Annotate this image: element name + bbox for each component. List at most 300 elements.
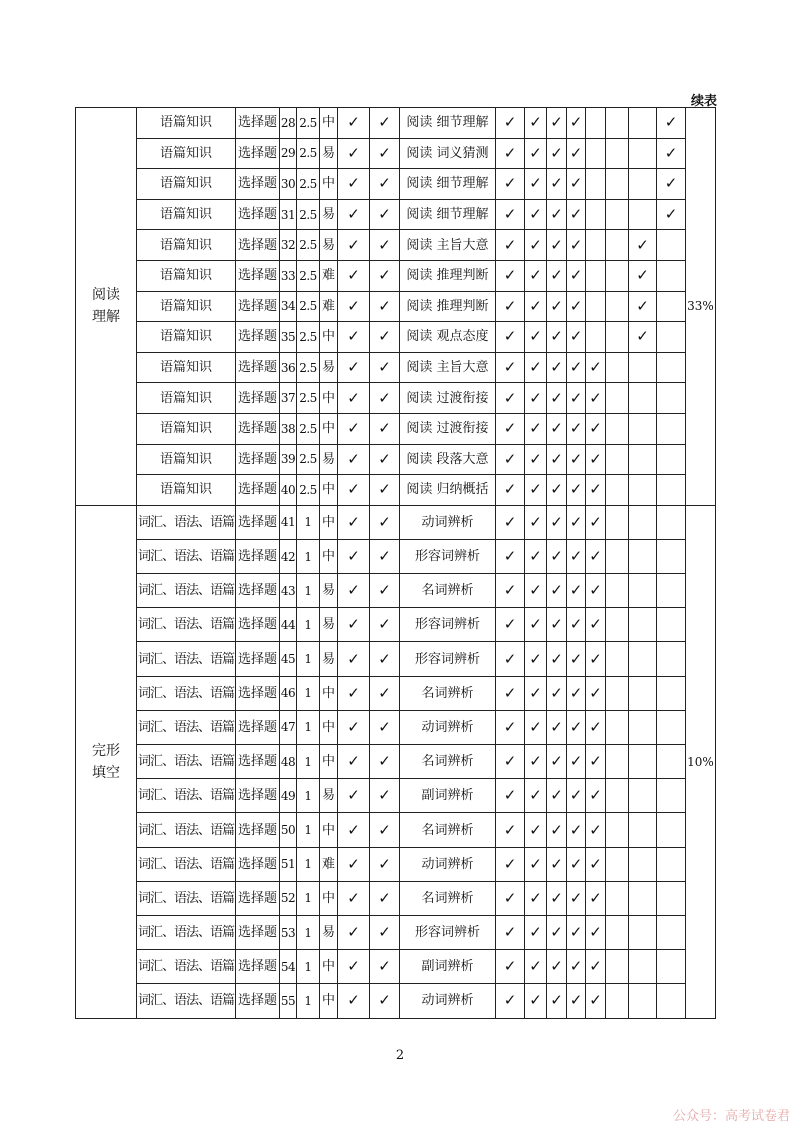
check-mark-cell: ✓ — [657, 138, 686, 169]
question-number-cell: 40 — [280, 475, 297, 506]
ability-task-cell: 阅读 细节理解 — [400, 108, 496, 139]
check-mark-cell — [629, 199, 657, 230]
check-mark-cell: ✓ — [567, 710, 586, 744]
check-mark-cell: ✓ — [370, 260, 400, 291]
check-mark-cell: ✓ — [567, 169, 586, 200]
check-mark-cell: ✓ — [338, 539, 370, 573]
score-cell: 1 — [297, 950, 320, 984]
check-mark-cell — [629, 505, 657, 539]
difficulty-cell: 易 — [320, 915, 338, 949]
check-mark-cell: ✓ — [338, 881, 370, 915]
check-mark-cell: ✓ — [586, 352, 606, 383]
ability-task-cell: 形容词辨析 — [400, 608, 496, 642]
content-cell: 词汇、语法、语篇 — [137, 779, 236, 813]
question-type-cell: 选择题 — [236, 444, 280, 475]
check-mark-cell: ✓ — [547, 539, 567, 573]
ability-task-cell: 名词辨析 — [400, 813, 496, 847]
check-mark-cell: ✓ — [567, 745, 586, 779]
check-mark-cell: ✓ — [338, 984, 370, 1018]
ability-task-cell: 阅读 观点态度 — [400, 322, 496, 353]
question-type-cell: 选择题 — [236, 475, 280, 506]
question-number-cell: 44 — [280, 608, 297, 642]
check-mark-cell: ✓ — [525, 413, 547, 444]
check-mark-cell: ✓ — [338, 676, 370, 710]
question-type-cell: 选择题 — [236, 539, 280, 573]
question-number-cell: 33 — [280, 260, 297, 291]
content-cell: 词汇、语法、语篇 — [137, 813, 236, 847]
check-mark-cell — [629, 950, 657, 984]
check-mark-cell: ✓ — [338, 915, 370, 949]
check-mark-cell — [606, 881, 629, 915]
check-mark-cell: ✓ — [496, 260, 525, 291]
score-cell: 2.5 — [297, 138, 320, 169]
check-mark-cell: ✓ — [567, 881, 586, 915]
check-mark-cell: ✓ — [525, 745, 547, 779]
question-number-cell: 30 — [280, 169, 297, 200]
question-number-cell: 46 — [280, 676, 297, 710]
check-mark-cell: ✓ — [338, 813, 370, 847]
question-number-cell: 54 — [280, 950, 297, 984]
question-number-cell: 43 — [280, 574, 297, 608]
check-mark-cell: ✓ — [525, 108, 547, 139]
question-type-cell: 选择题 — [236, 108, 280, 139]
check-mark-cell: ✓ — [629, 322, 657, 353]
table-row — [76, 322, 780, 353]
question-type-cell: 选择题 — [236, 847, 280, 881]
check-mark-cell: ✓ — [586, 676, 606, 710]
check-mark-cell — [586, 169, 606, 200]
table-row — [76, 574, 780, 608]
question-type-cell: 选择题 — [236, 383, 280, 414]
check-mark-cell: ✓ — [567, 230, 586, 261]
check-mark-cell: ✓ — [567, 475, 586, 506]
ability-task-cell: 名词辨析 — [400, 745, 496, 779]
check-mark-cell: ✓ — [338, 642, 370, 676]
check-mark-cell: ✓ — [370, 676, 400, 710]
check-mark-cell: ✓ — [338, 745, 370, 779]
content-cell: 词汇、语法、语篇 — [137, 984, 236, 1018]
question-number-cell: 28 — [280, 108, 297, 139]
table-row — [76, 230, 780, 261]
check-mark-cell: ✓ — [370, 539, 400, 573]
check-mark-cell — [657, 881, 686, 915]
ability-task-cell: 形容词辨析 — [400, 539, 496, 573]
question-number-cell: 31 — [280, 199, 297, 230]
page-number: 2 — [395, 1048, 405, 1063]
check-mark-cell: ✓ — [547, 915, 567, 949]
check-mark-cell: ✓ — [586, 413, 606, 444]
difficulty-cell: 中 — [320, 813, 338, 847]
question-number-cell: 45 — [280, 642, 297, 676]
check-mark-cell — [629, 745, 657, 779]
ability-task-cell: 阅读 推理判断 — [400, 260, 496, 291]
table-row — [76, 881, 780, 915]
question-type-cell: 选择题 — [236, 950, 280, 984]
check-mark-cell: ✓ — [525, 322, 547, 353]
ability-task-cell: 阅读 主旨大意 — [400, 230, 496, 261]
ability-task-cell: 名词辨析 — [400, 676, 496, 710]
check-mark-cell: ✓ — [586, 574, 606, 608]
check-mark-cell: ✓ — [547, 230, 567, 261]
difficulty-cell: 易 — [320, 444, 338, 475]
check-mark-cell: ✓ — [496, 383, 525, 414]
check-mark-cell — [606, 813, 629, 847]
check-mark-cell — [586, 322, 606, 353]
check-mark-cell — [606, 608, 629, 642]
table-row — [76, 352, 780, 383]
check-mark-cell: ✓ — [496, 539, 525, 573]
score-cell: 2.5 — [297, 383, 320, 414]
check-mark-cell: ✓ — [547, 108, 567, 139]
check-mark-cell: ✓ — [496, 915, 525, 949]
check-mark-cell — [629, 642, 657, 676]
check-mark-cell — [657, 676, 686, 710]
difficulty-cell: 易 — [320, 352, 338, 383]
difficulty-cell: 难 — [320, 847, 338, 881]
check-mark-cell — [657, 352, 686, 383]
question-type-cell: 选择题 — [236, 710, 280, 744]
question-number-cell: 48 — [280, 745, 297, 779]
difficulty-cell: 易 — [320, 138, 338, 169]
check-mark-cell — [657, 950, 686, 984]
table-row — [76, 950, 780, 984]
check-mark-cell: ✓ — [586, 881, 606, 915]
check-mark-cell: ✓ — [525, 676, 547, 710]
check-mark-cell: ✓ — [338, 352, 370, 383]
check-mark-cell: ✓ — [338, 505, 370, 539]
score-cell: 2.5 — [297, 444, 320, 475]
check-mark-cell: ✓ — [370, 710, 400, 744]
ability-task-cell: 动词辨析 — [400, 847, 496, 881]
check-mark-cell: ✓ — [338, 608, 370, 642]
check-mark-cell — [629, 383, 657, 414]
check-mark-cell: ✓ — [567, 915, 586, 949]
check-mark-cell: ✓ — [525, 169, 547, 200]
difficulty-cell: 中 — [320, 950, 338, 984]
score-cell: 1 — [297, 710, 320, 744]
check-mark-cell: ✓ — [370, 169, 400, 200]
question-number-cell: 41 — [280, 505, 297, 539]
check-mark-cell: ✓ — [547, 608, 567, 642]
content-cell: 语篇知识 — [137, 322, 236, 353]
content-cell: 词汇、语法、语篇 — [137, 505, 236, 539]
check-mark-cell: ✓ — [567, 608, 586, 642]
content-cell: 词汇、语法、语篇 — [137, 710, 236, 744]
content-cell: 语篇知识 — [137, 169, 236, 200]
check-mark-cell: ✓ — [496, 710, 525, 744]
difficulty-cell: 中 — [320, 383, 338, 414]
check-mark-cell: ✓ — [525, 950, 547, 984]
content-cell: 语篇知识 — [137, 444, 236, 475]
difficulty-cell: 中 — [320, 745, 338, 779]
question-type-cell: 选择题 — [236, 881, 280, 915]
check-mark-cell: ✓ — [338, 138, 370, 169]
check-mark-cell — [657, 984, 686, 1018]
check-mark-cell: ✓ — [586, 475, 606, 506]
check-mark-cell: ✓ — [547, 260, 567, 291]
check-mark-cell — [657, 915, 686, 949]
check-mark-cell: ✓ — [547, 779, 567, 813]
content-cell: 词汇、语法、语篇 — [137, 608, 236, 642]
difficulty-cell: 易 — [320, 642, 338, 676]
check-mark-cell: ✓ — [525, 475, 547, 506]
question-number-cell: 29 — [280, 138, 297, 169]
check-mark-cell: ✓ — [496, 847, 525, 881]
check-mark-cell: ✓ — [496, 169, 525, 200]
check-mark-cell: ✓ — [370, 608, 400, 642]
check-mark-cell: ✓ — [496, 608, 525, 642]
content-cell: 词汇、语法、语篇 — [137, 539, 236, 573]
ability-task-cell: 阅读 段落大意 — [400, 444, 496, 475]
check-mark-cell: ✓ — [496, 199, 525, 230]
check-mark-cell: ✓ — [547, 169, 567, 200]
check-mark-cell — [606, 138, 629, 169]
content-cell: 语篇知识 — [137, 475, 236, 506]
table-row — [76, 847, 780, 881]
table-row — [76, 383, 780, 414]
content-cell: 词汇、语法、语篇 — [137, 642, 236, 676]
check-mark-cell: ✓ — [567, 984, 586, 1018]
question-type-cell: 选择题 — [236, 676, 280, 710]
check-mark-cell: ✓ — [525, 608, 547, 642]
check-mark-cell: ✓ — [567, 779, 586, 813]
score-cell: 1 — [297, 642, 320, 676]
check-mark-cell: ✓ — [338, 108, 370, 139]
check-mark-cell — [606, 710, 629, 744]
question-number-cell: 35 — [280, 322, 297, 353]
table-row — [76, 169, 780, 200]
content-cell: 语篇知识 — [137, 352, 236, 383]
check-mark-cell: ✓ — [657, 169, 686, 200]
check-mark-cell: ✓ — [567, 352, 586, 383]
section-percent-cell: 33% — [686, 108, 716, 506]
table-row — [76, 260, 780, 291]
check-mark-cell — [606, 291, 629, 322]
score-cell: 2.5 — [297, 291, 320, 322]
check-mark-cell: ✓ — [547, 984, 567, 1018]
check-mark-cell: ✓ — [338, 475, 370, 506]
question-number-cell: 42 — [280, 539, 297, 573]
check-mark-cell: ✓ — [370, 984, 400, 1018]
section-name-cell — [76, 505, 137, 1018]
check-mark-cell: ✓ — [370, 383, 400, 414]
table-row — [76, 915, 780, 949]
check-mark-cell — [586, 199, 606, 230]
question-type-cell: 选择题 — [236, 642, 280, 676]
check-mark-cell: ✓ — [547, 745, 567, 779]
score-cell: 1 — [297, 505, 320, 539]
check-mark-cell: ✓ — [338, 291, 370, 322]
difficulty-cell: 中 — [320, 475, 338, 506]
ability-task-cell: 形容词辨析 — [400, 642, 496, 676]
ability-task-cell: 动词辨析 — [400, 505, 496, 539]
ability-task-cell: 形容词辨析 — [400, 915, 496, 949]
check-mark-cell — [629, 710, 657, 744]
check-mark-cell: ✓ — [586, 710, 606, 744]
check-mark-cell: ✓ — [547, 676, 567, 710]
check-mark-cell — [606, 475, 629, 506]
difficulty-cell: 易 — [320, 199, 338, 230]
question-type-cell: 选择题 — [236, 138, 280, 169]
check-mark-cell — [606, 413, 629, 444]
check-mark-cell: ✓ — [525, 260, 547, 291]
check-mark-cell: ✓ — [547, 475, 567, 506]
check-mark-cell: ✓ — [525, 642, 547, 676]
check-mark-cell: ✓ — [370, 915, 400, 949]
check-mark-cell — [629, 413, 657, 444]
check-mark-cell — [606, 915, 629, 949]
check-mark-cell: ✓ — [629, 291, 657, 322]
difficulty-cell: 易 — [320, 779, 338, 813]
check-mark-cell — [657, 413, 686, 444]
check-mark-cell: ✓ — [370, 230, 400, 261]
question-type-cell: 选择题 — [236, 352, 280, 383]
check-mark-cell — [657, 779, 686, 813]
check-mark-cell: ✓ — [370, 444, 400, 475]
question-type-cell: 选择题 — [236, 260, 280, 291]
difficulty-cell: 中 — [320, 505, 338, 539]
check-mark-cell: ✓ — [525, 779, 547, 813]
ability-task-cell: 副词辨析 — [400, 779, 496, 813]
difficulty-cell: 易 — [320, 608, 338, 642]
check-mark-cell: ✓ — [567, 322, 586, 353]
check-mark-cell: ✓ — [370, 322, 400, 353]
content-cell: 词汇、语法、语篇 — [137, 881, 236, 915]
check-mark-cell: ✓ — [338, 413, 370, 444]
ability-task-cell: 名词辨析 — [400, 881, 496, 915]
difficulty-cell: 易 — [320, 574, 338, 608]
score-cell: 2.5 — [297, 108, 320, 139]
difficulty-cell: 难 — [320, 260, 338, 291]
check-mark-cell — [586, 108, 606, 139]
check-mark-cell: ✓ — [547, 505, 567, 539]
check-mark-cell: ✓ — [567, 108, 586, 139]
check-mark-cell: ✓ — [525, 383, 547, 414]
check-mark-cell: ✓ — [567, 383, 586, 414]
check-mark-cell — [657, 539, 686, 573]
check-mark-cell — [629, 352, 657, 383]
check-mark-cell — [606, 539, 629, 573]
table-row — [76, 539, 780, 573]
question-number-cell: 52 — [280, 881, 297, 915]
check-mark-cell — [606, 383, 629, 414]
score-cell: 1 — [297, 539, 320, 573]
difficulty-cell: 难 — [320, 291, 338, 322]
check-mark-cell — [606, 505, 629, 539]
check-mark-cell: ✓ — [338, 260, 370, 291]
score-cell: 2.5 — [297, 169, 320, 200]
check-mark-cell: ✓ — [370, 642, 400, 676]
continued-table-label: 续表 — [691, 94, 718, 109]
table-row — [76, 710, 780, 744]
table-row — [76, 138, 780, 169]
question-number-cell: 47 — [280, 710, 297, 744]
question-type-cell: 选择题 — [236, 505, 280, 539]
check-mark-cell — [606, 676, 629, 710]
score-cell: 1 — [297, 847, 320, 881]
question-type-cell: 选择题 — [236, 779, 280, 813]
check-mark-cell: ✓ — [370, 352, 400, 383]
content-cell: 语篇知识 — [137, 230, 236, 261]
check-mark-cell: ✓ — [525, 915, 547, 949]
score-cell: 2.5 — [297, 352, 320, 383]
score-cell: 2.5 — [297, 260, 320, 291]
check-mark-cell: ✓ — [547, 710, 567, 744]
check-mark-cell: ✓ — [567, 444, 586, 475]
question-number-cell: 38 — [280, 413, 297, 444]
check-mark-cell: ✓ — [586, 847, 606, 881]
check-mark-cell: ✓ — [567, 539, 586, 573]
check-mark-cell: ✓ — [525, 444, 547, 475]
check-mark-cell — [629, 881, 657, 915]
check-mark-cell: ✓ — [496, 505, 525, 539]
check-mark-cell: ✓ — [547, 574, 567, 608]
check-mark-cell: ✓ — [567, 260, 586, 291]
check-mark-cell — [606, 108, 629, 139]
check-mark-cell — [657, 745, 686, 779]
table-row — [76, 505, 780, 539]
check-mark-cell — [657, 322, 686, 353]
score-cell: 1 — [297, 574, 320, 608]
score-cell: 2.5 — [297, 413, 320, 444]
content-cell: 语篇知识 — [137, 383, 236, 414]
check-mark-cell: ✓ — [586, 915, 606, 949]
check-mark-cell — [657, 260, 686, 291]
check-mark-cell: ✓ — [525, 199, 547, 230]
check-mark-cell: ✓ — [370, 950, 400, 984]
check-mark-cell: ✓ — [586, 383, 606, 414]
check-mark-cell — [657, 574, 686, 608]
check-mark-cell: ✓ — [496, 642, 525, 676]
ability-task-cell: 名词辨析 — [400, 574, 496, 608]
check-mark-cell — [606, 847, 629, 881]
content-cell: 词汇、语法、语篇 — [137, 676, 236, 710]
check-mark-cell: ✓ — [496, 779, 525, 813]
check-mark-cell: ✓ — [567, 291, 586, 322]
check-mark-cell: ✓ — [525, 352, 547, 383]
content-cell: 语篇知识 — [137, 260, 236, 291]
check-mark-cell: ✓ — [586, 950, 606, 984]
check-mark-cell — [606, 574, 629, 608]
check-mark-cell: ✓ — [547, 352, 567, 383]
check-mark-cell — [657, 710, 686, 744]
check-mark-cell: ✓ — [496, 138, 525, 169]
difficulty-cell: 中 — [320, 322, 338, 353]
difficulty-cell: 中 — [320, 881, 338, 915]
check-mark-cell: ✓ — [496, 950, 525, 984]
content-cell: 词汇、语法、语篇 — [137, 915, 236, 949]
check-mark-cell: ✓ — [547, 881, 567, 915]
watermark: 公众号：高考试卷君 — [672, 1109, 790, 1124]
content-cell: 语篇知识 — [137, 199, 236, 230]
check-mark-cell: ✓ — [547, 950, 567, 984]
score-cell: 2.5 — [297, 475, 320, 506]
check-mark-cell: ✓ — [370, 413, 400, 444]
ability-task-cell: 阅读 细节理解 — [400, 199, 496, 230]
check-mark-cell — [629, 915, 657, 949]
ability-task-cell: 阅读 过渡衔接 — [400, 383, 496, 414]
check-mark-cell: ✓ — [496, 574, 525, 608]
check-mark-cell — [629, 608, 657, 642]
check-mark-cell: ✓ — [370, 779, 400, 813]
question-number-cell: 36 — [280, 352, 297, 383]
question-type-cell: 选择题 — [236, 230, 280, 261]
ability-task-cell: 阅读 主旨大意 — [400, 352, 496, 383]
check-mark-cell: ✓ — [525, 539, 547, 573]
check-mark-cell: ✓ — [370, 881, 400, 915]
check-mark-cell: ✓ — [567, 505, 586, 539]
check-mark-cell: ✓ — [370, 847, 400, 881]
